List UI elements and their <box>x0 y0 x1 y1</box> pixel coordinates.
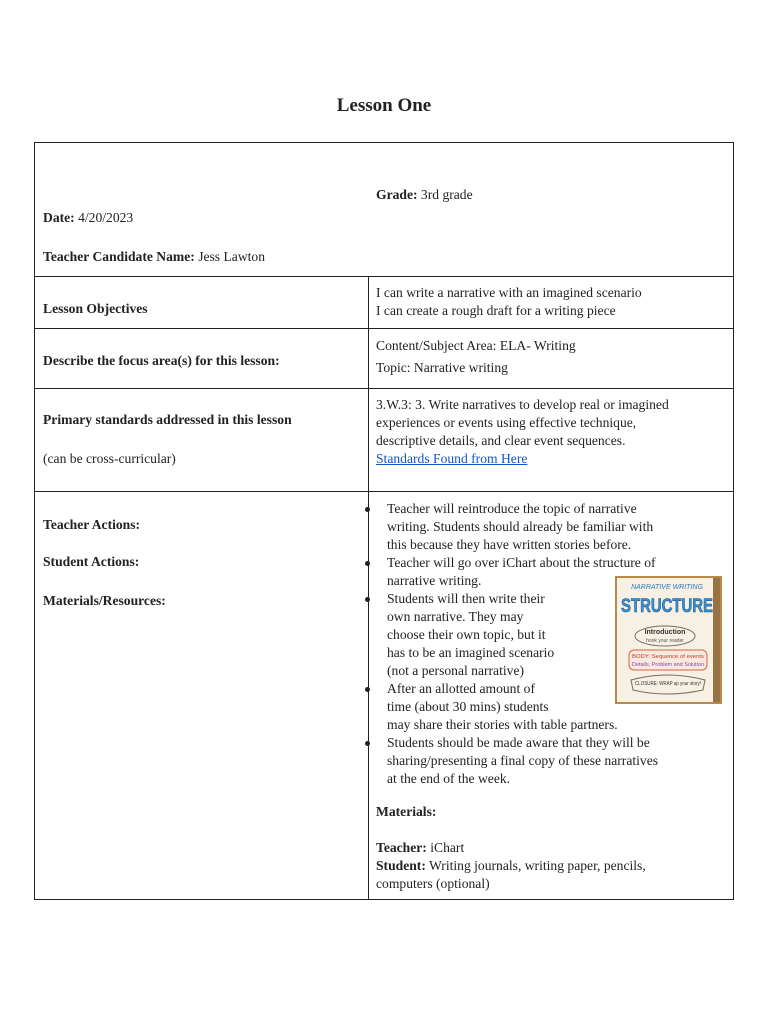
focus-line: Topic: Narrative writing <box>376 360 508 375</box>
row-divider <box>34 491 734 492</box>
bullet-line: time (about 30 mins) students <box>387 699 549 714</box>
chart-big-text: STRUCTURE <box>621 596 713 617</box>
bullet-line: Teacher will reintroduce the topic of narrative <box>387 501 637 516</box>
student-materials-value: Writing journals, writing paper, pencils, <box>425 858 646 873</box>
student-materials <box>376 857 646 875</box>
page-title: Lesson One <box>336 95 432 116</box>
chart-line: BODY: Sequence of events <box>632 654 705 660</box>
list-item <box>342 734 692 788</box>
focus-line: Content/Subject Area: ELA- Writing <box>376 338 576 353</box>
standards-link[interactable]: Standards Found from Here <box>376 451 528 466</box>
chart-line: hook your reader <box>646 638 684 644</box>
chart-top-text: NARRATIVE WRITING <box>631 584 703 591</box>
row-divider <box>34 388 734 389</box>
grade-value: 3rd grade <box>417 187 473 202</box>
bullet-line: own narrative. They may <box>387 609 524 624</box>
date-label: Date: <box>43 210 75 225</box>
teacher-name-field <box>43 248 265 266</box>
teacher-materials <box>376 839 464 857</box>
bullet-line: Students should be made aware that they will be <box>387 735 650 750</box>
date-value: 4/20/2023 <box>74 210 134 225</box>
ichart-image <box>615 576 722 704</box>
table-border-left <box>34 142 35 900</box>
grade-label: Grade: <box>376 187 418 202</box>
chart-line: Details, Problem and Solution <box>632 662 705 668</box>
teacher-materials-value: iChart <box>426 840 465 855</box>
table-border-right <box>733 142 734 900</box>
bullet-line: Teacher will go over iChart about the structure of <box>387 555 656 570</box>
grade-field <box>376 186 473 204</box>
bullet-line: narrative writing. <box>387 573 482 588</box>
bullet-line: has to be an imagined scenario <box>387 645 555 660</box>
bullet-line: this because they have written stories before. <box>387 537 632 552</box>
teacher-name-label: Teacher Candidate Name: <box>43 249 195 264</box>
table-border-bottom <box>34 899 734 900</box>
chart-line: CLOSURE: WRAP up your story! <box>635 681 701 687</box>
standard-line: 3.W.3: 3. Write narratives to develop real or imagined <box>376 397 669 412</box>
materials-heading: Materials: <box>376 804 437 819</box>
list-item <box>342 500 692 554</box>
student-actions-label: Student Actions: <box>43 554 140 569</box>
table-border-top <box>34 142 734 143</box>
materials-resources-label: Materials/Resources: <box>43 593 166 608</box>
bullet-line: Students will then write their <box>387 591 545 606</box>
ichart-drawing <box>617 578 720 702</box>
bullet-line: (not a personal narrative) <box>387 663 525 678</box>
teacher-name-value: Jess Lawton <box>194 249 266 264</box>
standards-note: (can be cross-curricular) <box>43 451 176 466</box>
date-field <box>43 209 133 227</box>
chart-easel-edge <box>713 578 720 702</box>
bullet-line: After an allotted amount of <box>387 681 535 696</box>
focus-label: Describe the focus area(s) for this lesson: <box>43 353 280 368</box>
objective-line: I can write a narrative with an imagined scenario <box>376 285 642 300</box>
standards-label: Primary standards addressed in this lesson <box>43 412 292 427</box>
row-divider <box>34 328 734 329</box>
teacher-materials-label: Teacher: <box>376 840 427 855</box>
bullet-line: at the end of the week. <box>387 771 511 786</box>
standard-line: experiences or events using effective technique, <box>376 415 637 430</box>
objective-line: I can create a rough draft for a writing piece <box>376 303 616 318</box>
teacher-actions-label: Teacher Actions: <box>43 517 141 532</box>
bullet-line: sharing/presenting a final copy of these narratives <box>387 753 659 768</box>
objectives-label: Lesson Objectives <box>43 301 148 316</box>
bullet-line: writing. Students should already be familiar with <box>387 519 654 534</box>
student-materials-label: Student: <box>376 858 426 873</box>
bullet-line: may share their stories with table partners. <box>387 717 618 732</box>
student-materials-continued: computers (optional) <box>376 876 490 891</box>
bullet-line: choose their own topic, but it <box>387 627 546 642</box>
standard-line: descriptive details, and clear event sequences. <box>376 433 626 448</box>
chart-line: Introduction <box>644 629 686 636</box>
row-divider <box>34 276 734 277</box>
